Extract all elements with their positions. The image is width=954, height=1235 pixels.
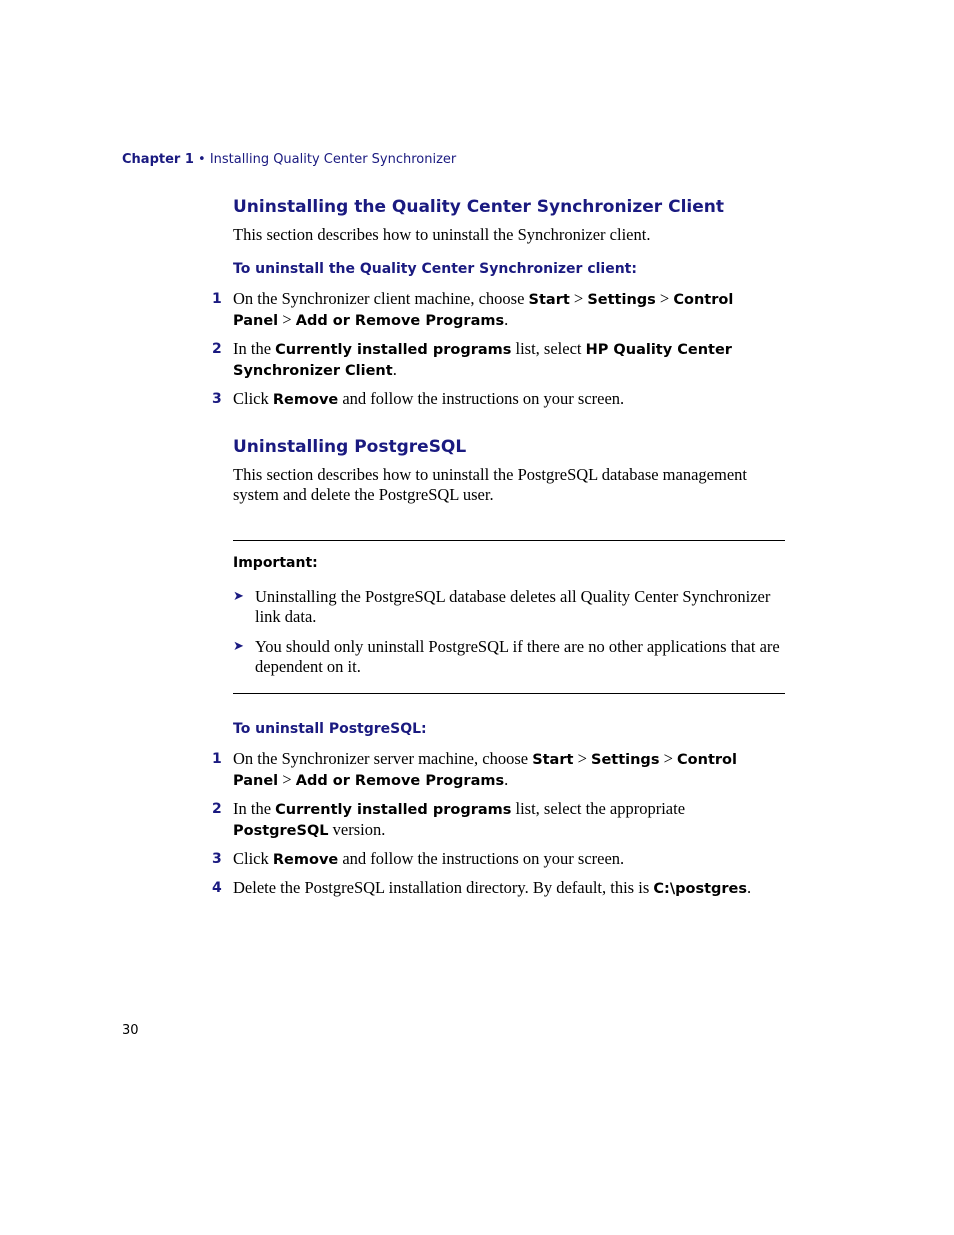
- ui-term: Start: [528, 292, 570, 308]
- page-number: 30: [122, 1023, 139, 1038]
- ui-term: Start: [532, 752, 574, 768]
- step-number: 3: [212, 391, 222, 407]
- procedure-title-uninstall-client: To uninstall the Quality Center Synchronizer client:: [233, 261, 637, 277]
- header-separator: •: [193, 152, 210, 167]
- important-bullet-text: You should only uninstall PostgreSQL if there are no other applications that are dependent on it.: [255, 637, 780, 676]
- step-text: [233, 339, 782, 381]
- step-text-part: >: [573, 749, 591, 768]
- step-text: [233, 799, 782, 841]
- ui-term: Currently installed programs: [275, 342, 512, 358]
- step-text-part: list, select the appropriate: [511, 799, 686, 818]
- step-number: 4: [212, 880, 222, 896]
- step-text-part: list, select: [511, 339, 586, 358]
- step-text-part: .: [504, 770, 509, 789]
- ui-term: Currently installed programs: [275, 802, 512, 818]
- step-text-part: and follow the instructions on your screen.: [338, 849, 625, 868]
- step-text-part: On the Synchronizer server machine, choose: [233, 749, 533, 768]
- step-text-part: .: [747, 878, 752, 897]
- ui-term: Add or Remove Programs: [295, 313, 505, 329]
- step-text-part: On the Synchronizer client machine, choose: [233, 289, 529, 308]
- section-heading-uninstall-client: Uninstalling the Quality Center Synchronizer Client: [233, 197, 724, 217]
- step-number: 2: [212, 341, 222, 357]
- section-heading-uninstall-postgresql: Uninstalling PostgreSQL: [233, 437, 467, 457]
- ui-term: Remove: [272, 392, 339, 408]
- important-bottom-rule: [233, 693, 785, 694]
- step-number: 1: [212, 291, 222, 307]
- procedure-title-uninstall-postgresql: To uninstall PostgreSQL:: [233, 721, 427, 737]
- chapter-title: Installing Quality Center Synchronizer: [209, 152, 457, 167]
- step-text-part: Delete the PostgreSQL installation directory. By default, this is: [233, 878, 654, 897]
- important-bullet-text: Uninstalling the PostgreSQL database deletes all Quality Center Synchronizer link data.: [255, 587, 771, 626]
- step-text-part: Click: [233, 849, 273, 868]
- ui-term: Control Panel: [233, 752, 737, 789]
- step-number: 1: [212, 751, 222, 767]
- step-text: [233, 289, 782, 331]
- ui-term: Settings: [587, 292, 656, 308]
- section-intro-uninstall-postgresql: This section describes how to uninstall the PostgreSQL database management system and delete the PostgreSQL user.: [233, 465, 747, 504]
- step-number: 2: [212, 801, 222, 817]
- running-header: [122, 151, 456, 169]
- section-intro-uninstall-client: This section describes how to uninstall the Synchronizer client.: [233, 225, 651, 244]
- step-text-part: .: [392, 360, 397, 379]
- step-text: [233, 878, 782, 899]
- arrow-bullet-icon: ➤: [233, 639, 244, 654]
- step-text-part: version.: [328, 820, 386, 839]
- step-text: [233, 849, 782, 870]
- step-text: [233, 749, 782, 791]
- step-text-part: In the: [233, 799, 276, 818]
- step-text-part: >: [655, 289, 674, 308]
- ui-term: Control Panel: [233, 292, 734, 329]
- arrow-bullet-icon: ➤: [233, 589, 244, 604]
- step-text: [233, 389, 782, 410]
- ui-term: Add or Remove Programs: [295, 773, 505, 789]
- step-text-part: >: [278, 310, 296, 329]
- chapter-label: Chapter 1: [122, 152, 194, 167]
- step-text-part: >: [569, 289, 588, 308]
- important-label: Important:: [233, 555, 318, 571]
- ui-term: C:\postgres: [653, 881, 748, 897]
- step-text-part: In the: [233, 339, 276, 358]
- step-text-part: >: [659, 749, 678, 768]
- step-text-part: .: [504, 310, 509, 329]
- ui-term: Remove: [272, 852, 339, 868]
- step-text-part: Click: [233, 389, 273, 408]
- step-text-part: >: [278, 770, 296, 789]
- ui-term: Settings: [591, 752, 660, 768]
- ui-term: PostgreSQL: [233, 823, 329, 839]
- step-text-part: and follow the instructions on your screen.: [338, 389, 625, 408]
- ui-term: HP Quality Center Synchronizer Client: [233, 342, 732, 379]
- step-number: 3: [212, 851, 222, 867]
- important-top-rule: [233, 540, 785, 541]
